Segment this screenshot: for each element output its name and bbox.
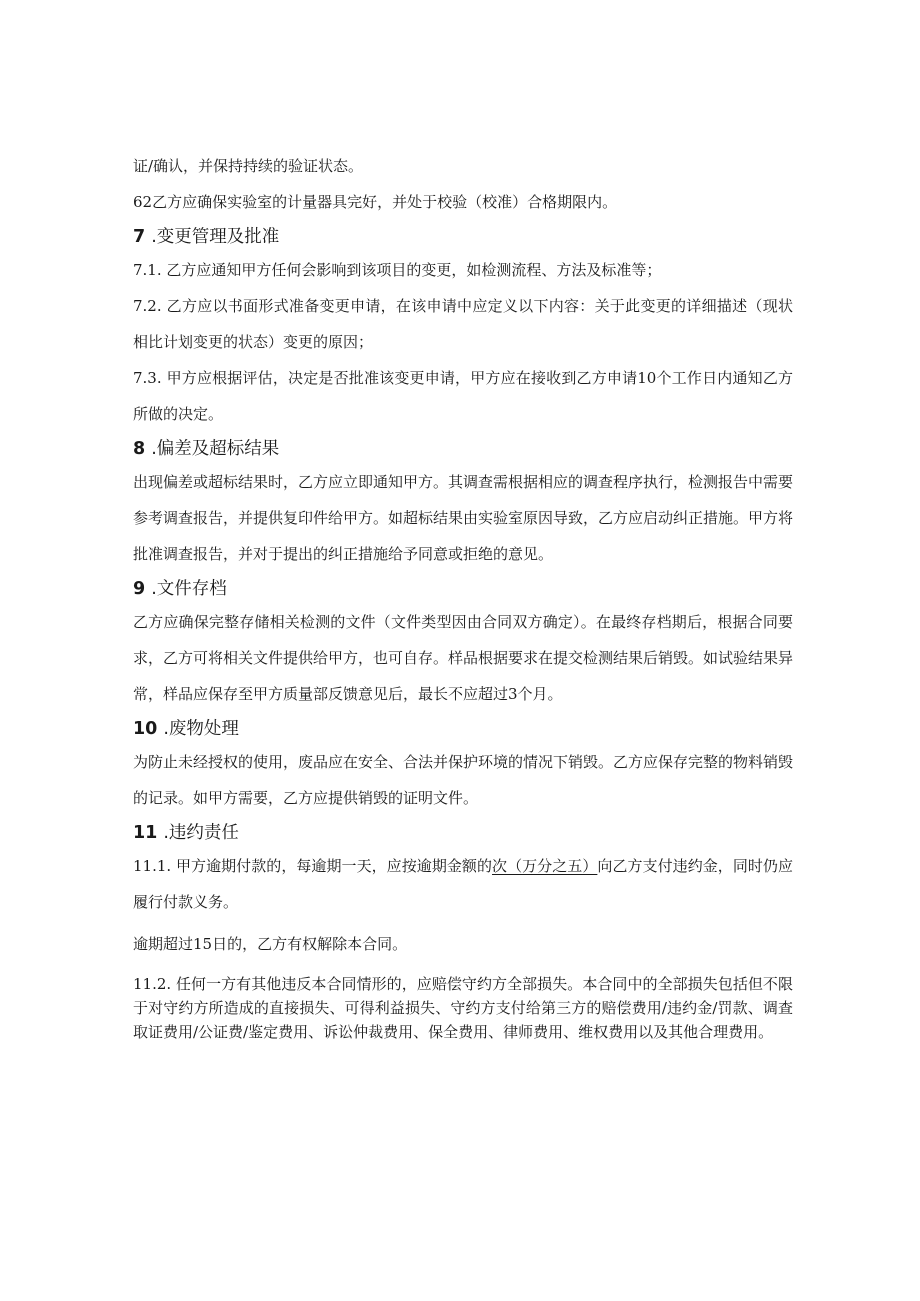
clause-11-2: 11.2. 任何一方有其他违反本合同情形的，应赔偿守约方全部损失。本合同中的全部损失包括但不限于对守约方所造成的直接损失、可得利益损失、守约方支付给第三方的赔偿费用/违约金/罚款、调查取证费用/公证费/鉴定费用、诉讼仲裁费用、保全费用、律师费用、维权费用以及其他合理费用。 xyxy=(133,975,793,1041)
paragraph-intro-1: 证/确认，并保持持续的验证状态。 xyxy=(133,157,364,175)
paragraph-section-8: 出现偏差或超标结果时，乙方应立即通知甲方。其调查需根据相应的调查程序执行，检测报告中需要参考调查报告，并提供复印件给甲方。如超标结果由实验室原因导致，乙方应启动纠正措施。甲方将批准调查报告，并对于提出的纠正措施给予同意或拒绝的意见。 xyxy=(133,473,794,563)
section-number: 7 xyxy=(133,227,146,247)
section-heading-7 xyxy=(133,222,793,252)
section-heading-11 xyxy=(133,818,793,848)
clause-11-1-text-end: 向乙方支付违约金，同时仍应履行付款义务。 xyxy=(133,857,793,911)
section-number: 10 xyxy=(133,719,158,739)
section-heading-9 xyxy=(133,574,793,604)
section-title: .违约责任 xyxy=(163,823,239,843)
section-heading-10 xyxy=(133,714,793,744)
section-number: 11 xyxy=(133,823,158,843)
clause-7-2: 7.2. 乙方应以书面形式准备变更申请，在该申请中应定义以下内容：关于此变更的详细描述（现状相比计划变更的状态）变更的原因； xyxy=(133,297,793,351)
section-title: .偏差及超标结果 xyxy=(151,439,280,459)
section-title: .废物处理 xyxy=(163,719,239,739)
clause-11-1-text-start: 11.1. 甲方逾期付款的，每逾期一天，应按逾期金额的 xyxy=(133,857,493,875)
document-page xyxy=(133,148,793,1044)
clause-11-1-termination: 逾期超过15日的，乙方有权解除本合同。 xyxy=(133,935,408,953)
section-number: 9 xyxy=(133,579,146,599)
clause-11-1 xyxy=(133,848,793,920)
clause-7-3: 7.3. 甲方应根据评估，决定是否批准该变更申请，甲方应在接收到乙方申请10个工作日内通知乙方所做的决定。 xyxy=(133,369,793,423)
paragraph-intro-2: 62乙方应确保实验室的计量器具完好，并处于校验（校准）合格期限内。 xyxy=(133,193,618,211)
paragraph-section-9: 乙方应确保完整存储相关检测的文件（文件类型因由合同双方确定）。在最终存档期后，根据合同要求，乙方可将相关文件提供给甲方，也可自存。样品根据要求在提交检测结果后销毁。如试验结果异常，样品应保存至甲方质量部反馈意见后，最长不应超过3个月。 xyxy=(133,613,794,703)
section-title: .文件存档 xyxy=(151,579,227,599)
section-title: .变更管理及批准 xyxy=(151,227,280,247)
clause-7-1: 7.1. 乙方应通知甲方任何会影响到该项目的变更，如检测流程、方法及标准等； xyxy=(133,261,662,279)
section-heading-8 xyxy=(133,434,793,464)
penalty-rate-underlined: 次（万分之五） xyxy=(492,857,598,875)
paragraph-section-10: 为防止未经授权的使用，废品应在安全、合法并保护环境的情况下销毁。乙方应保存完整的物料销毁的记录。如甲方需要，乙方应提供销毁的证明文件。 xyxy=(133,753,794,807)
section-number: 8 xyxy=(133,439,146,459)
